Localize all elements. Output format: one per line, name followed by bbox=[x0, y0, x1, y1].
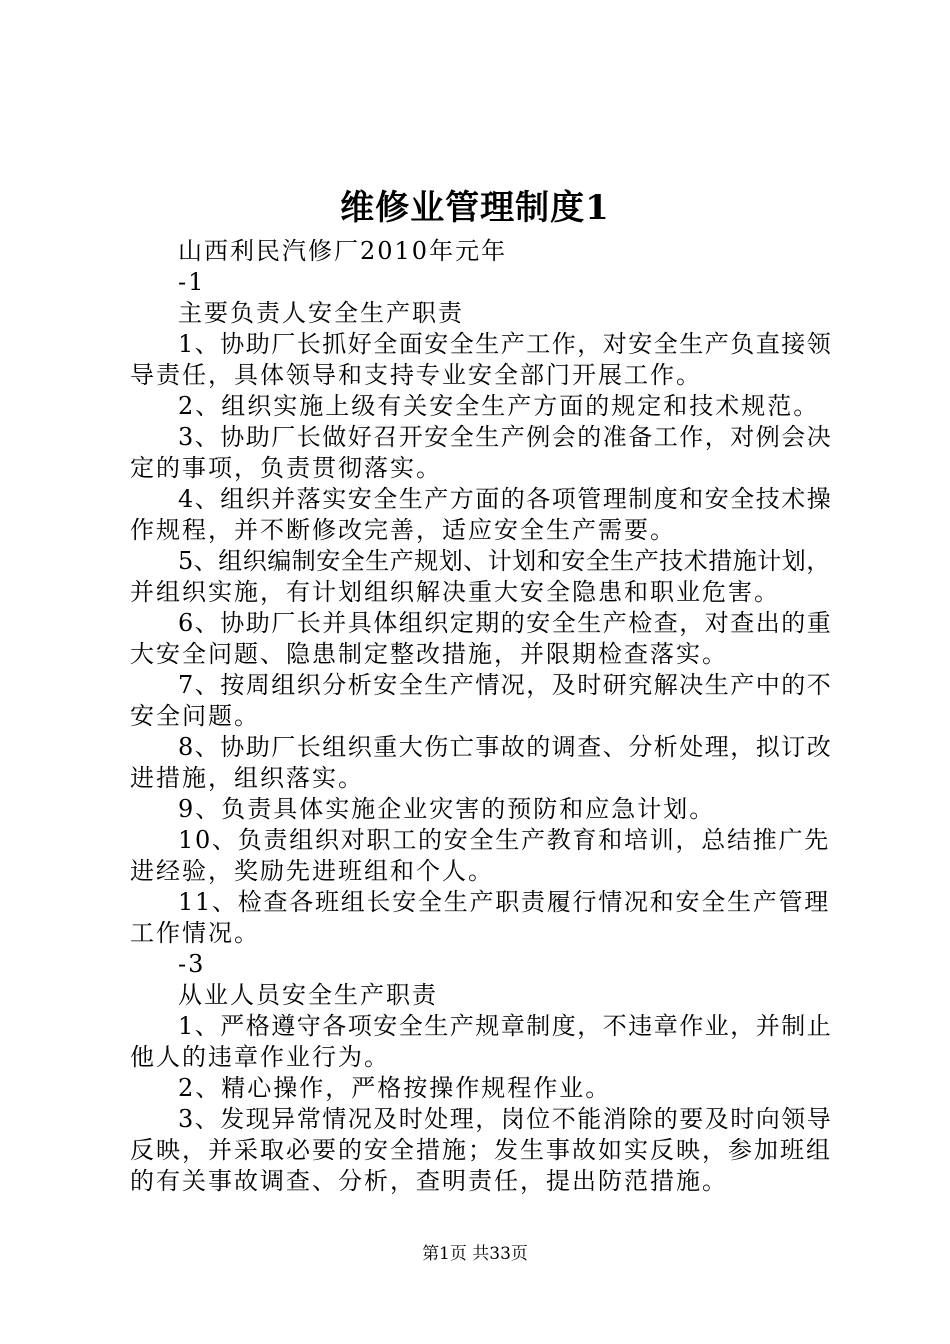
text-line: 导责任，具体领导和支持专业安全部门开展工作。 bbox=[130, 361, 702, 389]
text-line: -3 bbox=[178, 950, 206, 978]
text-line: 山西利民汽修厂2010年元年 bbox=[178, 237, 508, 265]
text-line: 进措施，组织落实。 bbox=[130, 764, 364, 792]
text-line: 1、严格遵守各项安全生产规章制度，不违章作业，并制止 bbox=[178, 1012, 833, 1040]
text-line: 的有关事故调查、分析，查明责任，提出防范措施。 bbox=[130, 1167, 728, 1195]
text-line: 10、负责组织对职工的安全生产教育和培训，总结推广先 bbox=[178, 826, 831, 854]
text-line: -1 bbox=[178, 268, 206, 296]
text-line: 大安全问题、隐患制定整改措施，并限期检查落实。 bbox=[130, 640, 728, 668]
text-line: 5、组织编制安全生产规划、计划和安全生产技术措施计划， bbox=[178, 547, 831, 575]
text-line: 他人的违章作业行为。 bbox=[130, 1043, 390, 1071]
text-line: 2、精心操作，严格按操作规程作业。 bbox=[178, 1074, 612, 1102]
text-line: 工作情况。 bbox=[130, 919, 260, 947]
text-line: 并组织实施，有计划组织解决重大安全隐患和职业危害。 bbox=[130, 578, 780, 606]
text-line: 反映，并采取必要的安全措施；发生事故如实反映，参加班组 bbox=[130, 1136, 832, 1164]
text-line: 8、协助厂长组织重大伤亡事故的调查、分析处理，拟订改 bbox=[178, 733, 833, 761]
document-body bbox=[130, 236, 832, 1197]
text-line: 9、负责具体实施企业灾害的预防和应急计划。 bbox=[178, 795, 716, 823]
text-line: 7、按周组织分析安全生产情况，及时研究解决生产中的不 bbox=[178, 671, 833, 699]
text-line: 定的事项，负责贯彻落实。 bbox=[130, 454, 442, 482]
text-line: 主要负责人安全生产职责 bbox=[178, 299, 464, 327]
text-line: 进经验，奖励先进班组和个人。 bbox=[130, 857, 494, 885]
text-line: 安全问题。 bbox=[130, 702, 260, 730]
text-line: 11、检查各班组长安全生产职责履行情况和安全生产管理 bbox=[178, 888, 831, 916]
text-line: 2、组织实施上级有关安全生产方面的规定和技术规范。 bbox=[178, 392, 820, 420]
page-number-footer: 第1页 共33页 bbox=[422, 1244, 528, 1264]
text-line: 3、协助厂长做好召开安全生产例会的准备工作，对例会决 bbox=[178, 423, 833, 451]
text-line: 1、协助厂长抓好全面安全生产工作，对安全生产负直接领 bbox=[178, 330, 833, 358]
text-line: 4、组织并落实安全生产方面的各项管理制度和安全技术操 bbox=[178, 485, 833, 513]
text-line: 6、协助厂长并具体组织定期的安全生产检查，对查出的重 bbox=[178, 609, 833, 637]
page-title: 维修业管理制度1 bbox=[340, 188, 610, 228]
text-line: 作规程，并不断修改完善，适应安全生产需要。 bbox=[130, 516, 676, 544]
text-line: 从业人员安全生产职责 bbox=[178, 981, 438, 1009]
text-line: 3、发现异常情况及时处理，岗位不能消除的要及时向领导 bbox=[178, 1105, 833, 1133]
